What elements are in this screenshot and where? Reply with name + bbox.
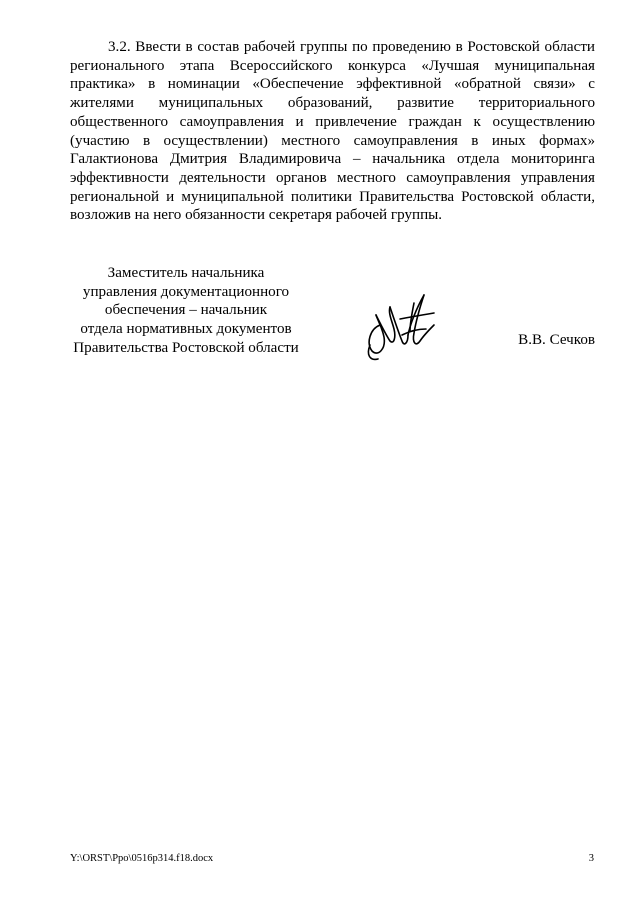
page-number: 3 — [588, 853, 594, 864]
footer-file-path: Y:\ORST\Ppo\0516p314.f18.docx — [70, 853, 214, 864]
handwritten-signature-icon — [360, 285, 440, 363]
signatory-position-line: отдела нормативных документов — [80, 321, 292, 338]
signatory-position-line: обеспечения – начальник — [104, 302, 268, 319]
main-paragraph: 3.2. Ввести в состав рабочей группы по проведению в Ростовской области регионального этапа Всероссийского конкурса «Лучшая муниципальная практика» в номинации «Обеспечение эффективной «обратной связи» с жителями муниципальных образований, развитие территориального общественного самоуправления и привлечение граждан к осуществлению (участию в осуществлении) местного самоуправления в иных формах» Галактионова Дмитрия Владимировича – начальника отдела мониторинга эффективности деятельности органов местного самоуправления управления региональной и муниципальной политики Правительства Ростовской области, возложив на него обязанности секретаря рабочей группы. — [70, 39, 595, 224]
signatory-position-line: управления документационного — [82, 283, 290, 300]
signatory-position-line: Правительства Ростовской области — [73, 339, 299, 356]
signer-name: В.В. Сечков — [518, 332, 595, 348]
signatory-position-line: Заместитель начальника — [107, 265, 265, 281]
signatory-position — [60, 264, 312, 358]
